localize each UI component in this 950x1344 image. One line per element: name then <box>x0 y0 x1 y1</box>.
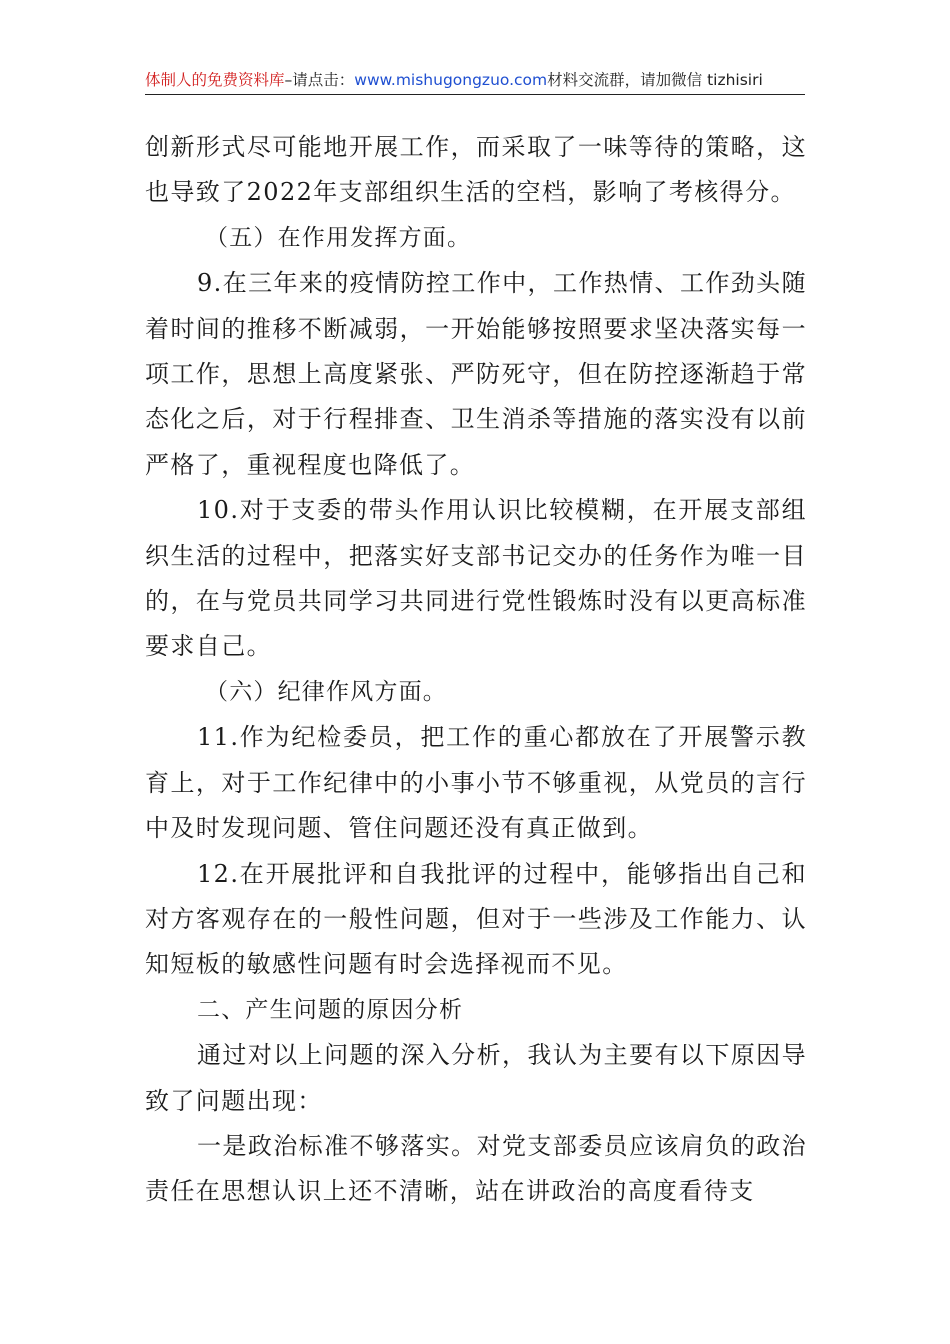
header-prompt: –请点击： <box>284 71 355 89</box>
page-header <box>145 66 805 95</box>
section-heading-discipline: （六）纪律作风方面。 <box>205 678 447 705</box>
section-heading-causes: 二、产生问题的原因分析 <box>197 996 464 1023</box>
paragraph-continuation: 创新形式尽可能地开展工作，而采取了一味等待的策略，这也导致了2022年支部组织生活的空档，影响了考核得分。 <box>145 133 807 207</box>
paragraph-causes-intro: 通过对以上问题的深入分析，我认为主要有以下原因导致了问题出现： <box>145 1041 807 1115</box>
header-wechat-note: 材料交流群，请加微信 tizhisiri <box>547 71 763 89</box>
paragraph-item-10: 10.对于支委的带头作用认识比较模糊，在开展支部组织生活的过程中，把落实好支部书记交办的任务作为唯一目的，在与党员共同学习共同进行党性锻炼时没有以更高标准要求自己。 <box>145 496 807 661</box>
section-heading-role: （五）在作用发挥方面。 <box>205 224 472 251</box>
header-site-name: 体制人的免费资料库 <box>145 71 285 89</box>
paragraph-item-9: 9.在三年来的疫情防控工作中，工作热情、工作劲头随着时间的推移不断减弱，一开始能够按照要求坚决落实每一项工作，思想上高度紧张、严防死守，但在防控逐渐趋于常态化之后，对于行程排查、卫生消杀等措施的落实没有以前严格了，重视程度也降低了。 <box>145 269 807 479</box>
paragraph-item-12: 12.在开展批评和自我批评的过程中，能够指出自己和对方客观存在的一般性问题，但对于一些涉及工作能力、认知短板的敏感性问题有时会选择视而不见。 <box>145 859 807 979</box>
document-body <box>145 125 807 1215</box>
header-url-link[interactable]: www.mishugongzuo.com <box>354 71 548 89</box>
paragraph-item-11: 11.作为纪检委员，把工作的重心都放在了开展警示教育上，对于工作纪律中的小事小节不够重视，从党员的言行中及时发现问题、管住问题还没有真正做到。 <box>145 723 807 843</box>
paragraph-cause-one: 一是政治标准不够落实。对党支部委员应该肩负的政治责任在思想认识上还不清晰，站在讲政治的高度看待支 <box>145 1131 807 1206</box>
